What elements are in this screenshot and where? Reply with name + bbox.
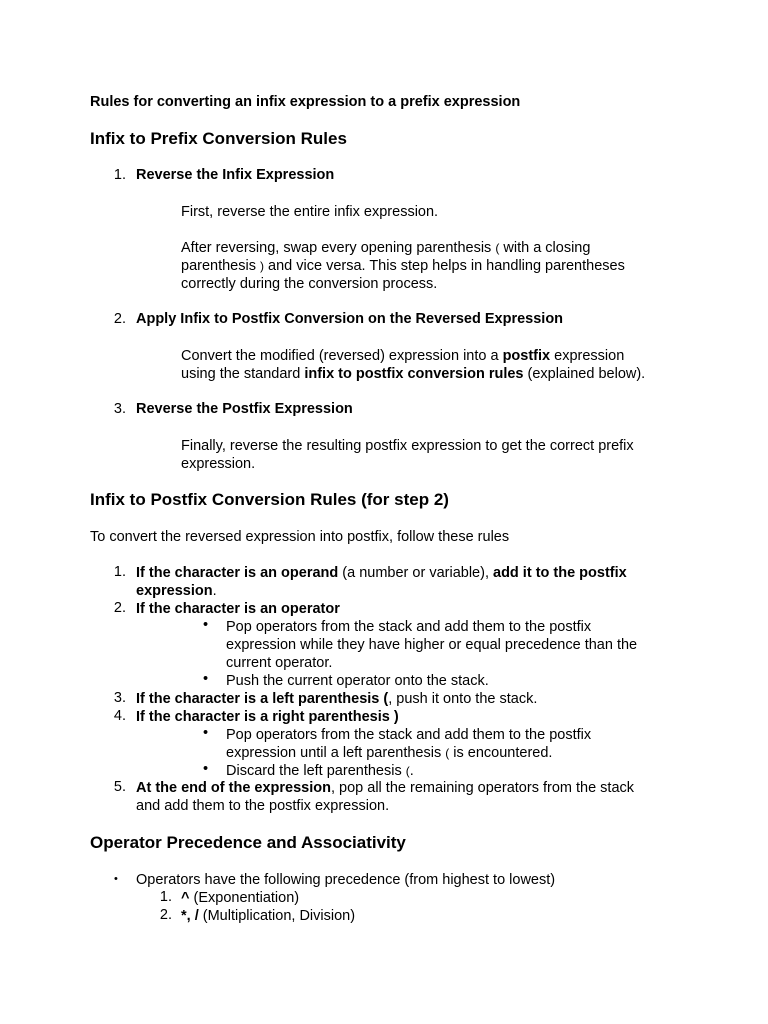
bullet-line: Pop operators from the stack and add them to the postfix — [226, 619, 592, 635]
paren-glyph: ( — [445, 746, 450, 760]
rule-line — [136, 564, 627, 582]
bullet-line: current operator. — [226, 655, 333, 671]
section-heading-operator-precedence: Operator Precedence and Associativity — [90, 833, 406, 852]
section-intro: To convert the reversed expression into postfix, follow these rules — [90, 529, 510, 545]
text-run: (a number or variable), — [342, 565, 489, 581]
text-run: . — [212, 583, 217, 599]
bold-run: If the character is an operator — [136, 601, 340, 617]
text-run: parenthesis — [181, 258, 256, 274]
step-title: Apply Infix to Postfix Conversion on the Reversed Expression — [136, 311, 564, 327]
text-run: , push it onto the stack. — [388, 691, 538, 707]
bold-run: add it to the postfix — [493, 565, 627, 581]
step-number: 2. — [113, 311, 126, 327]
operator-symbol: ^ — [181, 890, 190, 906]
text-run: Convert the modified (reversed) expression into a — [181, 348, 499, 364]
bullet-icon: • — [203, 761, 209, 777]
precedence-number: 1. — [159, 889, 172, 905]
operator-symbol: *, / — [181, 908, 199, 924]
bold-run: If the character is a left parenthesis ( — [136, 691, 389, 707]
bullet-line: Pop operators from the stack and add them to the postfix — [226, 727, 592, 743]
paren-glyph: ) — [260, 259, 264, 273]
text-run: is encountered. — [453, 745, 553, 761]
rule-number: 5. — [113, 779, 126, 795]
step-paragraph-line: Finally, reverse the resulting postfix expression to get the correct prefix — [181, 438, 634, 454]
rule-line — [136, 779, 634, 797]
bold-run: If the character is a right parenthesis ) — [136, 709, 399, 725]
bold-run: If the character is an operand — [136, 565, 339, 581]
bullet-icon: • — [203, 725, 209, 741]
step-paragraph-line — [181, 347, 624, 365]
bold-run: postfix — [502, 348, 551, 364]
text-run: After reversing, swap every opening parenthesis — [181, 240, 492, 256]
text-run: Discard the left parenthesis — [226, 763, 402, 779]
rule-line — [136, 582, 217, 600]
bullet-line: Operators have the following precedence (from highest to lowest) — [136, 872, 556, 888]
text-run: , pop all the remaining operators from the stack — [330, 780, 635, 796]
step-paragraph-line: expression. — [181, 456, 256, 472]
bold-run: At the end of the expression — [136, 780, 331, 796]
rule-line: and add them to the postfix expression. — [136, 798, 390, 814]
text-run: expression until a left parenthesis — [226, 745, 442, 761]
section-heading-infix-to-prefix: Infix to Prefix Conversion Rules — [90, 129, 347, 148]
rule-number: 4. — [113, 708, 126, 724]
step-number: 1. — [113, 167, 126, 183]
text-run: with a closing — [503, 240, 591, 256]
text-run: (Multiplication, Division) — [202, 908, 356, 924]
step-number: 3. — [113, 401, 126, 417]
bullet-line — [226, 744, 552, 762]
step-title: Reverse the Postfix Expression — [136, 401, 353, 417]
precedence-item — [181, 889, 299, 907]
rule-line — [136, 690, 537, 708]
bullet-line: expression while they have higher or equal precedence than the — [226, 637, 638, 653]
text-run: (explained below). — [527, 366, 646, 382]
bullet-icon: • — [203, 671, 209, 687]
paren-glyph: ( — [495, 241, 500, 255]
step-paragraph-line — [181, 365, 645, 383]
rule-number: 1. — [113, 564, 126, 580]
text-run: . — [409, 763, 414, 779]
text-run: (Exponentiation) — [193, 890, 300, 906]
step-title: Reverse the Infix Expression — [136, 167, 335, 183]
bullet-line — [226, 762, 414, 780]
section-heading-infix-to-postfix: Infix to Postfix Conversion Rules (for step 2) — [90, 490, 449, 509]
rule-number: 2. — [113, 600, 126, 616]
step-paragraph: First, reverse the entire infix expression. — [181, 204, 439, 220]
paren-glyph: ( — [405, 764, 410, 778]
bold-run: expression — [136, 583, 213, 599]
precedence-item — [181, 907, 355, 925]
precedence-number: 2. — [159, 907, 172, 923]
bold-run: infix to postfix conversion rules — [304, 366, 524, 382]
text-run: expression — [554, 348, 625, 364]
step-paragraph-line: correctly during the conversion process. — [181, 276, 438, 292]
step-paragraph-line — [181, 257, 625, 275]
text-run: using the standard — [181, 366, 301, 382]
document-title: Rules for converting an infix expression to a prefix expression — [90, 94, 521, 110]
step-paragraph-line — [181, 239, 590, 257]
rule-line — [136, 600, 340, 618]
bullet-line: Push the current operator onto the stack. — [226, 673, 489, 689]
bullet-icon: • — [114, 873, 118, 885]
rule-number: 3. — [113, 690, 126, 706]
text-run: and vice versa. This step helps in handling parentheses — [268, 258, 625, 274]
bullet-icon: • — [203, 617, 209, 633]
rule-line — [136, 708, 399, 726]
